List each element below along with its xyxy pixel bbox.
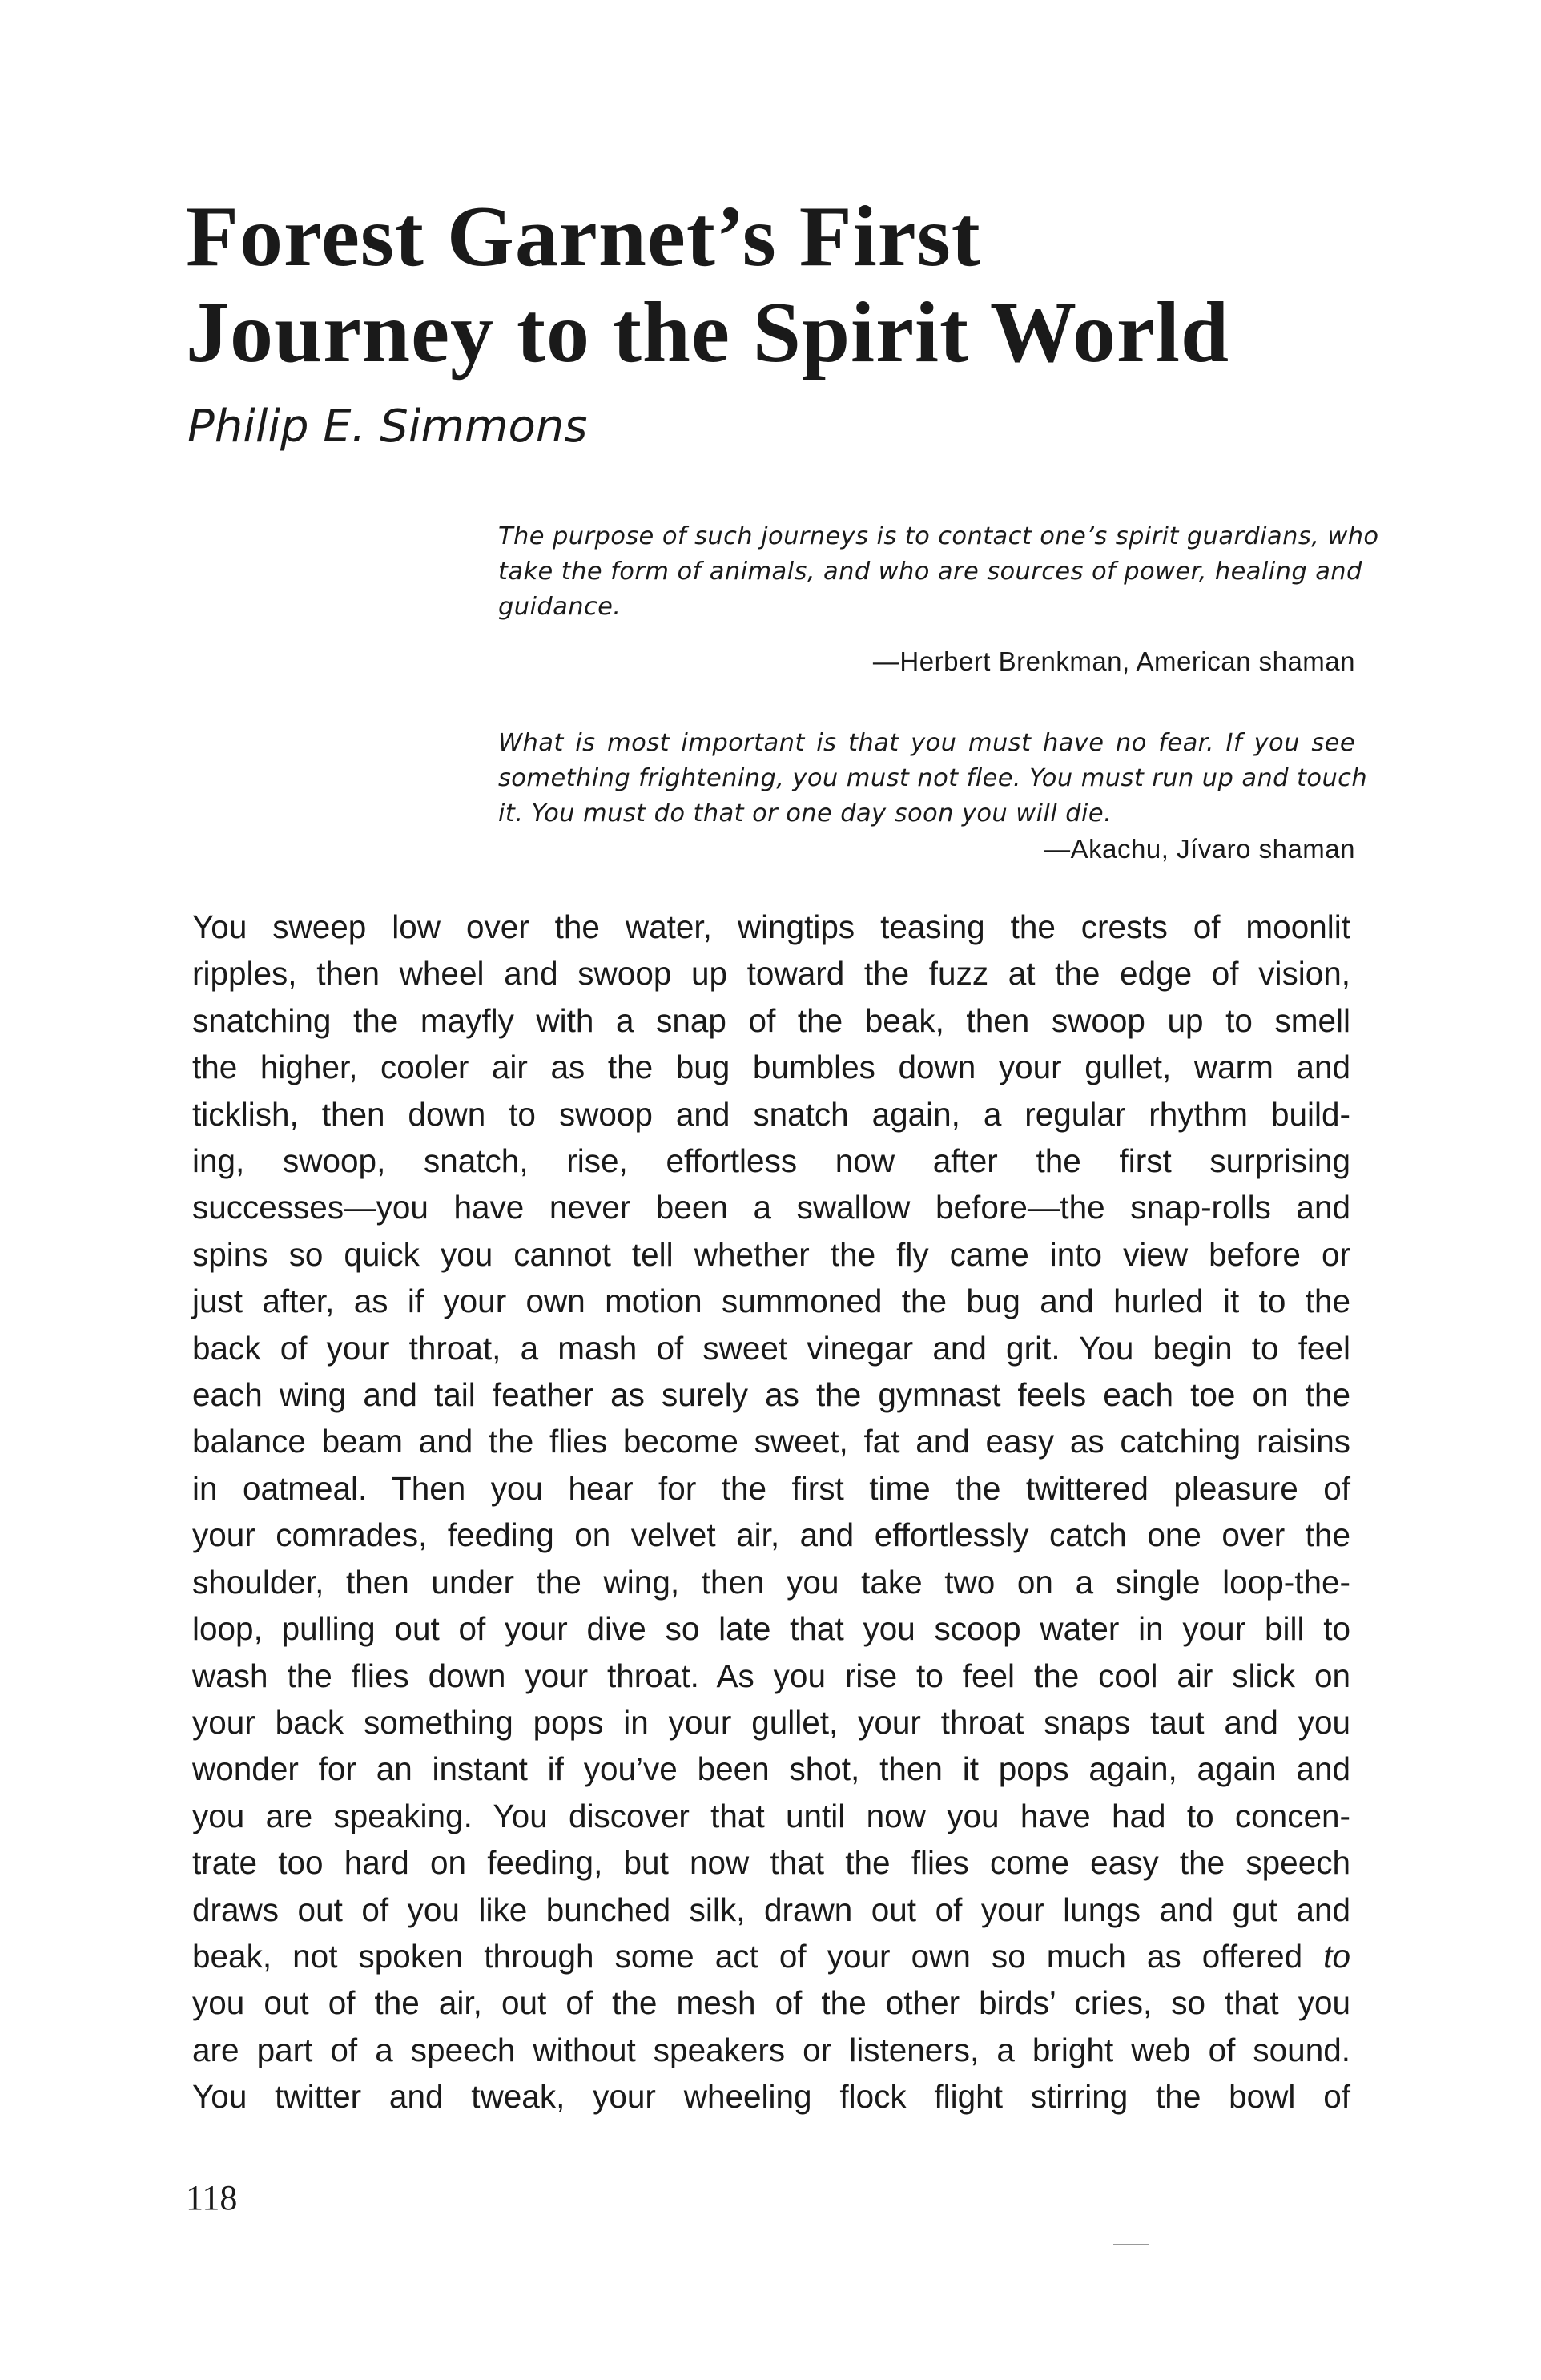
- epigraph-attribution: —Herbert Brenkman, American shaman: [872, 646, 1355, 676]
- body-line: You twitter and tweak, your wheeling flock flight stirring the bowl of: [192, 2078, 1350, 2116]
- body-line: ing, swoop, snatch, rise, effortless now after the first surprising: [192, 1142, 1350, 1180]
- body-line: draws out of you like bunched silk, drawn out of your lungs and gut and: [192, 1891, 1350, 1928]
- body-line: in oatmeal. Then you hear for the first time the twittered pleasure of: [192, 1469, 1350, 1507]
- print-mark: [1113, 2244, 1149, 2245]
- body-line: You sweep low over the water, wingtips teasing the crests of moonlit: [192, 908, 1350, 945]
- body-line: ripples, then wheel and swoop up toward the fuzz at the edge of vision,: [192, 955, 1350, 993]
- epigraph-line: What is most important is that you must have no fear. If you see: [498, 729, 1355, 757]
- body-line-with-italic: [192, 1933, 1350, 1979]
- chapter-title-line: Forest Garnet’s First: [186, 189, 981, 284]
- body-line: your back something pops in your gullet, your throat snaps taut and you: [192, 1703, 1350, 1741]
- body-line: just after, as if your own motion summoned the bug and hurled it to the: [192, 1283, 1350, 1320]
- body-line-text: beak, not spoken through some act of your own so much as offered: [192, 1937, 1303, 1975]
- chapter-title-line: Journey to the Spirit World: [186, 285, 1230, 381]
- body-line: your comrades, feeding on velvet air, and effortlessly catch one over the: [192, 1516, 1350, 1554]
- chapter-title: [186, 189, 1387, 381]
- epigraph-line: take the form of animals, and who are sources of power, healing and: [498, 558, 1362, 586]
- body-line: you are speaking. You discover that until now you have had to concen-: [192, 1797, 1350, 1834]
- epigraph-line: something frightening, you must not flee. You must run up and touch: [498, 764, 1368, 792]
- body-line: wash the flies down your throat. As you rise to feel the cool air slick on: [192, 1657, 1350, 1694]
- epigraph-line: guidance.: [498, 593, 622, 621]
- body-line: shoulder, then under the wing, then you take two on a single loop-the-: [192, 1563, 1350, 1601]
- body-line: each wing and tail feather as surely as the gymnast feels each toe on the: [192, 1376, 1350, 1414]
- epigraph-quote: [498, 519, 1379, 625]
- body-text: [192, 904, 1350, 2120]
- body-line: spins so quick you cannot tell whether the fly came into view before or: [192, 1235, 1350, 1273]
- body-line: the higher, cooler air as the bug bumbles down your gullet, warm and: [192, 1049, 1350, 1086]
- epigraphs: [498, 519, 1379, 867]
- body-line: are part of a speech without speakers or listeners, a bright web of sound.: [192, 2031, 1350, 2068]
- body-line: trate too hard on feeding, but now that the flies come easy the speech: [192, 1844, 1350, 1882]
- epigraph-quote: [498, 726, 1368, 832]
- epigraph: [498, 519, 1379, 679]
- body-line: successes—you have never been a swallow before—the snap-rolls and: [192, 1189, 1350, 1226]
- italic-word: to: [1323, 1937, 1350, 1975]
- body-line: ticklish, then down to swoop and snatch again, a regular rhythm build-: [192, 1095, 1350, 1133]
- author-name: Philip E. Simmons: [187, 401, 588, 453]
- page-number: 118: [186, 2178, 238, 2217]
- body-line: wonder for an instant if you’ve been shot, then it pops again, again and: [192, 1750, 1350, 1788]
- epigraph-line: it. You must do that or one day soon you will die.: [498, 799, 1112, 828]
- epigraph: [498, 726, 1368, 867]
- epigraph-line: The purpose of such journeys is to contact one’s spirit guardians, who: [498, 522, 1379, 550]
- body-line: snatching the mayfly with a snap of the beak, then swoop up to smell: [192, 1001, 1350, 1039]
- body-line: back of your throat, a mash of sweet vinegar and grit. You begin to feel: [192, 1329, 1350, 1367]
- body-line: loop, pulling out of your dive so late that you scoop water in your bill to: [192, 1610, 1350, 1648]
- body-line: balance beam and the flies become sweet, fat and easy as catching raisins: [192, 1423, 1350, 1460]
- body-line: you out of the air, out of the mesh of the other birds’ cries, so that you: [192, 1984, 1350, 2022]
- epigraph-attribution: —Akachu, Jívaro shaman: [1044, 834, 1355, 864]
